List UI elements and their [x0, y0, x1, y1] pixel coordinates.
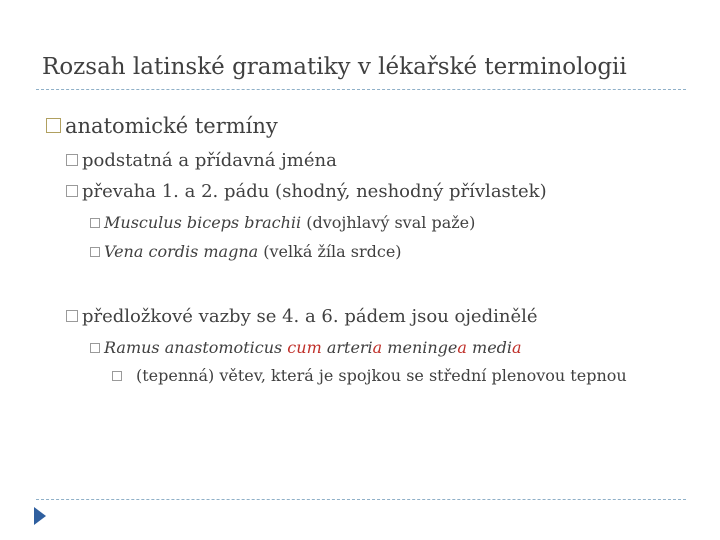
bullet-item-example-musculus: [90, 213, 475, 232]
bullet-text: anatomické termíny: [65, 114, 278, 138]
latin-term: Vena cordis magna: [104, 242, 259, 261]
highlighted-part: cum: [287, 338, 322, 357]
square-bullet-icon: [46, 118, 61, 133]
square-bullet-icon: [66, 310, 78, 322]
title-divider: [36, 89, 686, 90]
square-bullet-icon: [90, 247, 100, 257]
bullet-item-example-vena: [90, 242, 402, 261]
square-bullet-icon: [90, 218, 100, 228]
bullet-item-nouns-adjectives: [66, 150, 337, 171]
bullet-item-prepositional: [66, 306, 538, 327]
latin-part: Ramus anastomoticus: [104, 338, 288, 357]
highlighted-part: a: [457, 338, 467, 357]
highlighted-part: a: [512, 338, 522, 357]
square-bullet-icon: [112, 371, 122, 381]
bullet-text: předložkové vazby se 4. a 6. pádem jsou ojedinělé: [82, 306, 538, 327]
latin-term: Musculus biceps brachii: [104, 213, 302, 232]
square-bullet-icon: [66, 154, 78, 166]
bullet-item-ramus-translation: [112, 366, 627, 385]
latin-part: meninge: [382, 338, 458, 357]
latin-part: arteri: [321, 338, 373, 357]
square-bullet-icon: [66, 185, 78, 197]
highlighted-part: a: [372, 338, 383, 357]
bullet-text: převaha 1. a 2. pádu (shodný, neshodný přívlastek): [82, 181, 547, 202]
bullet-item-case-predominance: [66, 181, 547, 202]
bullet-text: podstatná a přídavná jména: [82, 150, 337, 171]
next-slide-arrow-icon[interactable]: [34, 507, 46, 525]
slide-title: Rozsah latinské gramatiky v lékařské terminologii: [42, 54, 627, 80]
bullet-item-anatomical-terms: [46, 114, 278, 138]
footer-divider: [36, 499, 686, 500]
translation: (velká žíla srdce): [258, 242, 402, 261]
bullet-text: (tepenná) větev, která je spojkou se střední plenovou tepnou: [136, 366, 627, 385]
square-bullet-icon: [90, 343, 100, 353]
latin-part: medi: [466, 338, 513, 357]
bullet-item-example-ramus: [90, 338, 522, 357]
translation: (dvojhlavý sval paže): [301, 213, 476, 232]
